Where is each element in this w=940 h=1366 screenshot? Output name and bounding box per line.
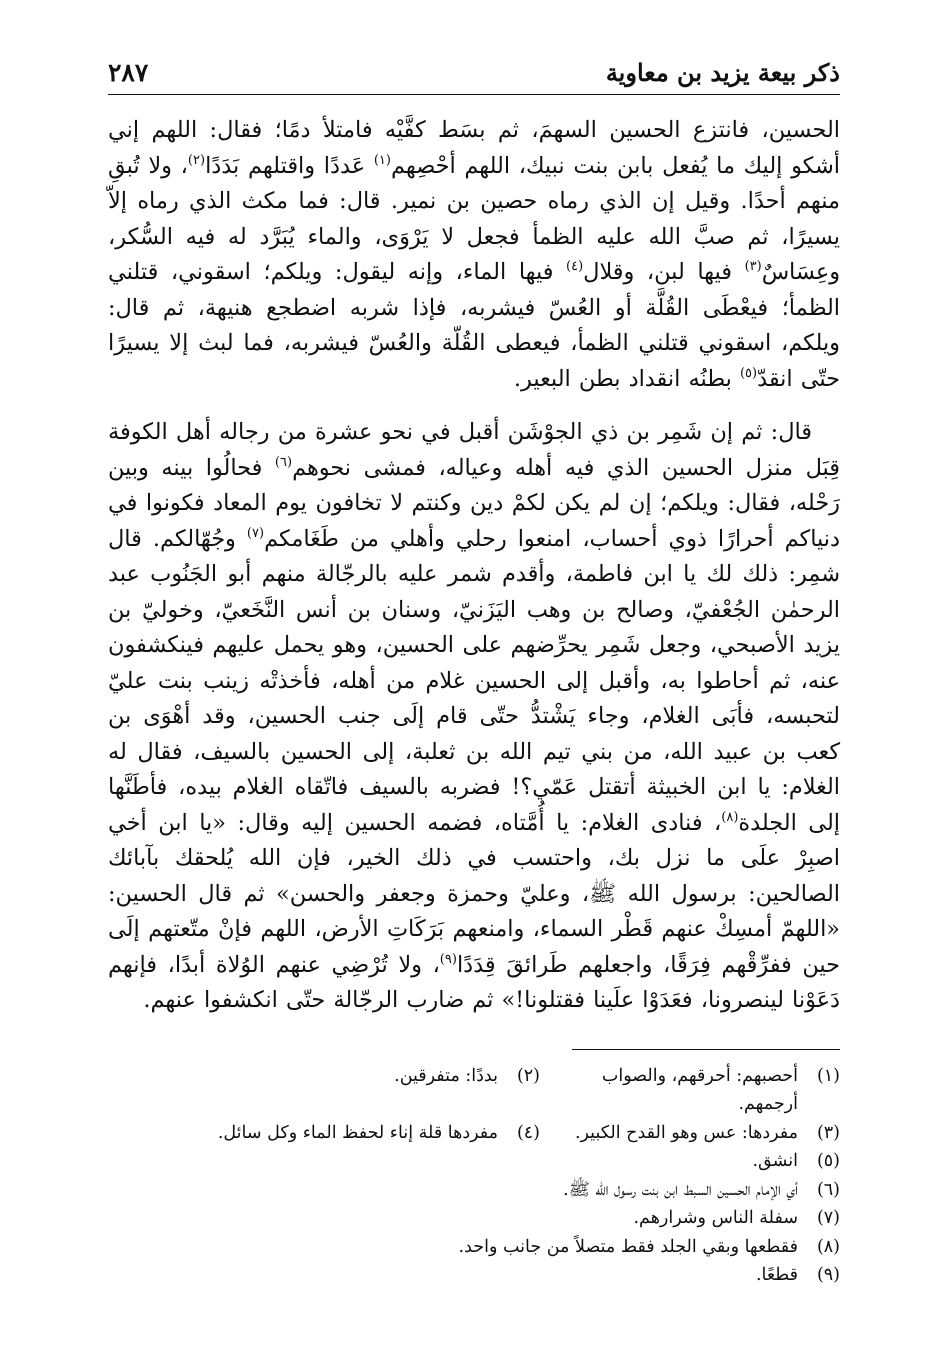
page-number: ٢٨٧	[108, 58, 149, 87]
footnote-8	[108, 1233, 840, 1262]
text-segment: عَددًا واقتلهم بَدَدًا	[205, 152, 374, 179]
text-segment: وجُهّالكم. قال شمِر: ذلك لك يا ابن فاطمة، وأقدم شمر عليه بالرجّالة منهم أبو الجَنُوب عبد الرحمٰن الجُعْفيّ، وصالح بن وهب اليَزَنيّ، وسنان بن أنس النَّخَعيّ، وخوليّ بن يزيد الأصبحي، وجعل شَمِر يحرِّضهم على الحسين، وهو يحمل عليهم فينكشفون عنه، ثم أحاطوا به، وأقبل إلى الحسين غلام من أهله، فأخذتْه زينب بنت عليّ لتحبسه، فأبَى الغلام، وجاء يَشْتدُّ حتّى قام إلَى جنب الحسين، وقد أهْوَى بن كعب بن عبيد الله، من بني تيم الله بن ثعلبة، إلى الحسين بالسيف، فقال له الغلام: يا ابن الخبيثة أتقتل عَمّي؟! فضربه بالسيف فاتّقاه الغلام بيده، فأطَنَّها إلى الجلدة	[108, 525, 840, 836]
footnote-text: مفردها قلة إناء لحفظ الماء وكل سائل.	[217, 1122, 498, 1143]
footnote-7	[108, 1204, 840, 1233]
footnote-ref-9: (٩)	[439, 951, 457, 967]
footnote-number: (٧)	[816, 1208, 840, 1228]
footnote-row	[108, 1062, 840, 1119]
footnote-row	[108, 1119, 840, 1148]
footnote-number: (٦)	[816, 1179, 840, 1200]
text-segment: ، فنادى الغلام: يا أُمَّتاه، فضمه الحسين إليه وقال: «يا ابن أخي اصبِرْ علَى ما نزل بك، واحتسب في ذلك الخير، فإن الله يُلحقك بآبائك الصالحين: برسول الله ﷺ، وعليّ وحمزة وجعفر والحسن» ثم قال الحسين: «اللهمّ أمسِكْ عنهم قَطْر السماء، وامنعهم بَرَكَاتِ الأرض، اللهم فإنْ متّعتهم إلَى حين ففرِّقْهم فِرَقًا، واجعلهم طَرائقَ قِدَدًا	[108, 809, 840, 978]
main-text	[108, 113, 840, 1019]
footnote-1	[540, 1062, 840, 1119]
text-segment: قال: ثم إن شَمِر بن ذي الجوْشَن أقبل في نحو عشرة من رجاله أهل الكوفة قِبَل منزل الحسين الذي فيه أهله وعياله، فمشى نحوهم	[108, 419, 841, 481]
footnote-number: (٤)	[516, 1122, 540, 1143]
text-segment: ، ولا تُرْضِي عنهم الوُلاة أبدًا، فإنهم دَعَوْنا لينصرونا، فعَدَوْا علَينا فقتلونا!» ثم ضارب الرجّالة حتّى انكشفوا عنهم.	[108, 951, 840, 1013]
footnote-text: بددًا: متفرقين.	[394, 1065, 498, 1086]
footnote-ref-6: (٦)	[274, 454, 293, 470]
footnote-ref-5: (٥)	[739, 365, 758, 381]
running-header	[108, 58, 840, 95]
footnote-ref-8: (٨)	[721, 809, 739, 825]
footnote-number: (٥)	[816, 1151, 840, 1171]
paragraph-1	[108, 113, 840, 397]
footnote-ref-1: (١)	[373, 152, 391, 168]
text-segment: فحالُوا بينه وبين رَحْله، فقال: ويلكم؛ إن لم يكن لكمْ دين وكنتم لا تخافون يوم المعاد فكونوا في دنياكم أحرارًا ذوي أحساب، امنعوا رحلي وأهلي من طَغَامكم	[108, 454, 840, 552]
footnote-5	[108, 1147, 840, 1176]
footnote-text: أحصبهم: أحرقهم، والصواب أرجمهم.	[601, 1065, 798, 1114]
text-segment: فيها الماء، وإنه ليقول: ويلكم؛ اسقوني، قتلني الظمأ؛ فيعْطَى القُلَّة أو العُسّ فيشربه، فإذا شربه اضطجع هنيهة، ثم قال: ويلكم، اسقوني قتلني الظمأ، فيعطى القُلّة والعُسّ فيشربه، فما لبث إلا يسيرًا حتّى انقدّ	[108, 259, 840, 392]
footnote-ref-4: (٤)	[566, 259, 584, 274]
footnote-9	[108, 1261, 840, 1290]
footnotes	[108, 1062, 840, 1290]
paragraph-2	[108, 415, 840, 1019]
footnote-separator	[572, 1049, 840, 1050]
text-segment: ، ولا تُبقِ منهم أحدًا. وقيل إن الذي رماه حصين بن نمير. قال: فما مكث الذي رماه إلاّ يسيرًا، ثم صبَّ الله عليه الظمأ فجعل لا يَرْوَى، والماء يُبَرَّد له فيه السُّكر، وعِسَاسٌ	[108, 152, 841, 285]
text-segment: بطنُه انقداد بطن البعير.	[513, 365, 740, 392]
footnote-ref-7: (٧)	[246, 525, 265, 541]
text-segment: الحسين، فانتزع الحسين السهمَ، ثم بسَط كفَّيْه فامتلأ دمًا؛ فقال: اللهم إني أشكو إليك ما يُفعل بابن بنت نبيك، اللهم أحْصِهم	[108, 117, 840, 179]
footnote-text: مفردها: عس وهو القدح الكبير.	[574, 1122, 798, 1143]
footnote-number: (٩)	[816, 1265, 840, 1285]
footnote-6	[108, 1176, 840, 1205]
footnote-text: سفلة الناس وشرارهم.	[633, 1208, 798, 1228]
footnote-ref-3: (٣)	[744, 259, 762, 274]
footnote-number: (٢)	[516, 1065, 540, 1086]
footnote-2	[394, 1062, 540, 1119]
footnote-number: (٣)	[816, 1122, 840, 1143]
footnote-number: (١)	[816, 1065, 840, 1086]
footnote-text: فقطعها وبقي الجلد فقط متصلاً من جانب واحد.	[458, 1236, 798, 1257]
footnote-ref-2: (٢)	[187, 152, 206, 168]
footnote-text: انشق.	[752, 1151, 798, 1171]
footnote-text: أي الإمام الحسين السبط ابن بنت رسول الله ﷺ.	[563, 1179, 798, 1200]
footnote-text: قطعًا.	[755, 1265, 798, 1285]
footnote-number: (٨)	[816, 1236, 840, 1257]
text-segment: فيها لبن، وقلال	[583, 259, 745, 285]
footnote-3	[540, 1119, 840, 1148]
footnote-4	[218, 1119, 540, 1148]
chapter-title: ذكر بيعة يزيد بن معاوية	[605, 58, 840, 87]
